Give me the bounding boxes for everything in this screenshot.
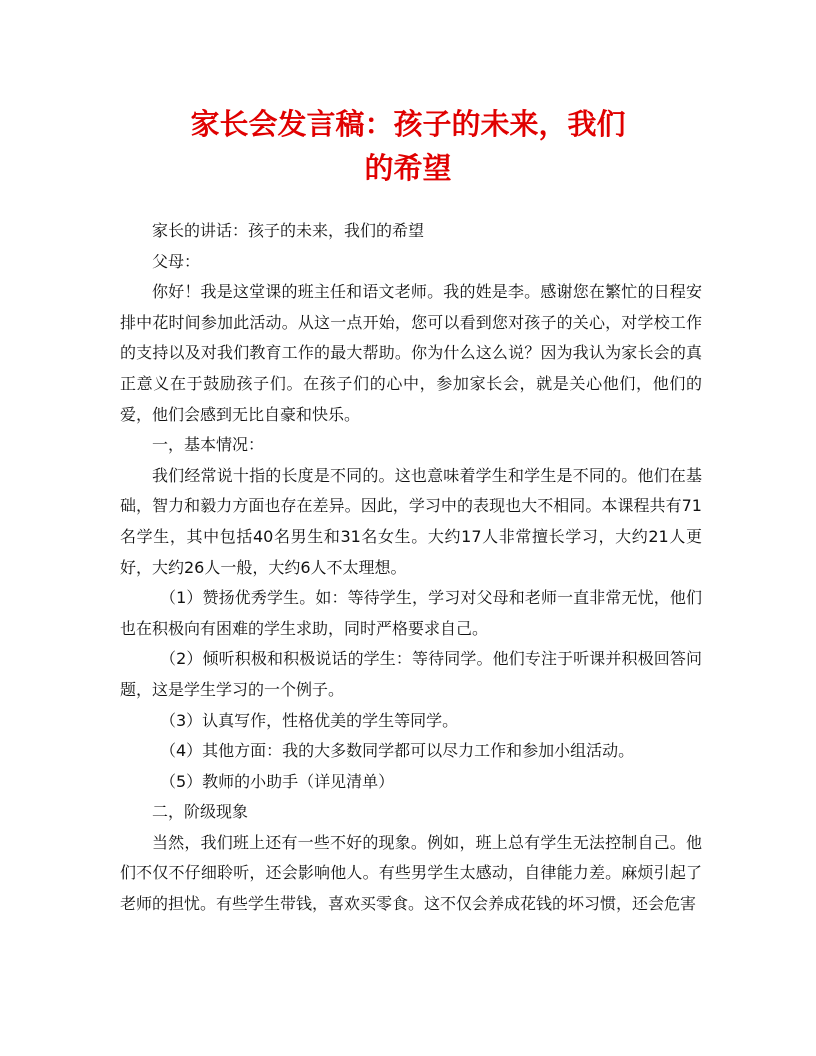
list-item-1: （1）赞扬优秀学生。如：等待学生，学习对父母和老师一直非常无忧，他们也在积极向有困难的学生求助，同时严格要求自己。 [120, 588, 702, 638]
salutation-paragraph: 父母： [152, 251, 201, 271]
section-heading-class: 二，阶级现象 [152, 802, 249, 822]
section-heading-basic: 一，基本情况： [152, 435, 265, 455]
list-item-4: （4）其他方面：我的大多数同学都可以尽力工作和参加小组活动。 [160, 741, 635, 761]
list-item-2: （2）倾听积极和积极说话的学生：等待同学。他们专注于听课并积极回答问题，这是学生学习的一个例子。 [120, 649, 702, 699]
document-body [120, 216, 702, 920]
title-line-2: 的希望 [364, 151, 452, 185]
subtitle-paragraph: 家长的讲话：孩子的未来，我们的希望 [152, 221, 425, 240]
title-line-1: 家长会发言稿：孩子的未来，我们 [190, 107, 626, 141]
document-title [120, 102, 696, 190]
list-item-5: （5）教师的小助手（详见清单） [160, 771, 395, 791]
class-phenomena-paragraph: 当然，我们班上还有一些不好的现象。例如，班上总有学生无法控制自己。他们不仅不仔细聆听，还会影响他人。有些男学生太感动，自律能力差。麻烦引起了老师的担忧。有些学生带钱，喜欢买零食。这不仅会养成花钱的坏习惯，还会危害 [120, 832, 702, 914]
basic-situation-paragraph: 我们经常说十指的长度是不同的。这也意味着学生和学生是不同的。他们在基础，智力和毅力方面也存在差异。因此，学习中的表现也大不相同。本课程共有71名学生，其中包括40名男生和31名女生。大约17人非常擅长学习，大约21人更好，大约26人一般，大约6人不太理想。 [120, 465, 702, 577]
list-item-3: （3）认真写作，性格优美的学生等同学。 [160, 710, 459, 730]
intro-paragraph: 你好！我是这堂课的班主任和语文老师。我的姓是李。感谢您在繁忙的日程安排中花时间参加此活动。从这一点开始，您可以看到您对孩子的关心，对学校工作的支持以及对我们教育工作的最大帮助。你为什么这么说？因为我认为家长会的真正意义在于鼓励孩子们。在孩子们的心中，参加家长会，就是关心他们，他们的爱，他们会感到无比自豪和快乐。 [120, 282, 702, 424]
